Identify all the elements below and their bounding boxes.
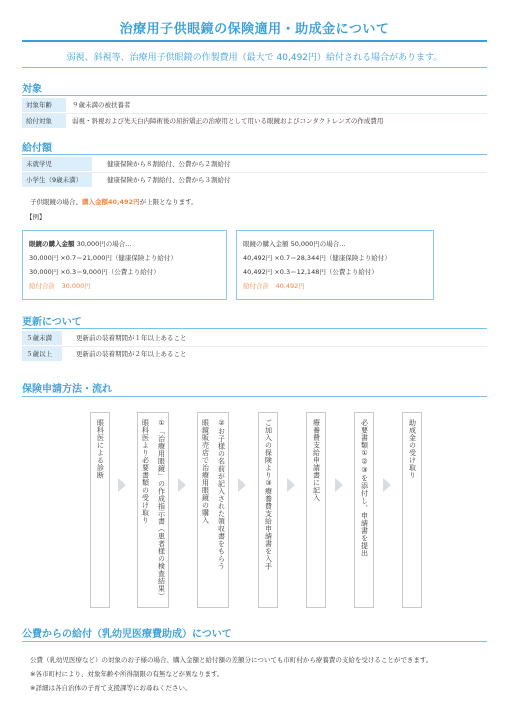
example-line1-rest: 30,000円の場合… (74, 240, 132, 248)
flow-heading: 保険申請方法・流れ (22, 384, 112, 395)
public-note-line2: ※各市町村により、対象年齢や所得制限の有無などが異なります。 (30, 670, 224, 678)
example-line1 (29, 237, 220, 251)
renewal-rule (22, 328, 487, 329)
cap-note-pre: 子供眼鏡の場合、 (30, 198, 82, 206)
target-row-object (22, 114, 487, 129)
flow-step-text: 眼科医より必要書類の受け取り (141, 419, 150, 524)
example-total: 給付合計 30,000円 (29, 282, 91, 290)
flow-step-text: 療養費支給申請書に記入 (312, 419, 321, 502)
example-line2: 40,492円 ×0.7＝28,344円（健康保険より給付） (243, 254, 391, 262)
benefit-cap-note (30, 197, 198, 206)
example-line1-bold: 眼鏡の購入金額 (29, 240, 75, 248)
public-note-line3: ※詳細は各自治体の子育て支援課等にお尋ねください。 (30, 684, 192, 692)
target-row-value: 弱視・斜視および先天白内障術後の屈折矯正の治療用として用いる眼鏡およびコンタクトレンズの作成費用 (72, 117, 384, 125)
renewal-row-under5 (22, 331, 487, 346)
example-line3: 40,492円 ×0.3＝12,148円（公費より給付） (243, 268, 378, 276)
flow-step-6 (354, 412, 374, 608)
example-total: 給付合計 40,492円 (243, 282, 305, 290)
flow-step-5 (306, 412, 326, 608)
lead-text: 弱視、斜視等、治療用子供眼鏡の作製費用（最大で 40,492円）給付される場合があります。 (66, 53, 443, 63)
renewal-row-value: 更新前の装着期間が２年以上あること (76, 350, 187, 358)
benefit-row-label: 小学生（9歳未満） (22, 173, 92, 187)
example-line1-rest: 眼鏡の購入金額 50,000円の場合… (243, 240, 346, 248)
flow-step-text: 眼科医による診断 (96, 419, 105, 479)
renewal-row-label: ５歳未満 (22, 331, 62, 345)
public-heading: 公費からの給付（乳幼児医療費助成）について (22, 629, 232, 640)
target-row-value: ９歳未満の被扶養者 (72, 101, 131, 109)
flow-step-7 (402, 412, 422, 608)
flow-step-2 (137, 412, 169, 608)
public-rule (22, 641, 487, 642)
renewal-row-label: ５歳以上 (22, 347, 62, 361)
flow-step-text: ご加入の保険より③療養費支給申請書を入手 (264, 419, 273, 570)
public-note-line1: 公費（乳幼児医療など）の対象のお子様の場合、購入金額と給付額の差額分についても市町村から療養費の支給を受けることができます。 (30, 656, 433, 664)
benefit-row-preschool (22, 157, 487, 172)
renewal-row-over5 (22, 347, 487, 362)
flow-step-text: 眼鏡販売店で治療用眼鏡の購入 (201, 419, 210, 524)
example-box-30000 (22, 230, 227, 300)
flow-step-text-highlight: ①「治療用眼鏡」の作成指示書（患者様の検査結果） (157, 419, 166, 600)
cap-note-amount: 購入金額40,492円 (82, 198, 140, 206)
target-heading: 対象 (22, 84, 42, 95)
flow-step-text-highlight: ②お子様の名前が記入された領収書をもらう (217, 419, 226, 570)
flow-step-columns (138, 413, 168, 600)
benefit-heading: 給付額 (22, 143, 52, 154)
target-row-label: 対象年齢 (22, 98, 66, 112)
target-row-age (22, 98, 487, 113)
lead-rule (22, 67, 487, 68)
flow-step-3 (197, 412, 229, 608)
benefit-row-label: 未就学児 (22, 157, 92, 171)
benefit-row-value: 健康保険から８割給付、公費から２割給付 (107, 160, 231, 168)
example-line3: 30,000円 ×0.3＝9,000円（公費より給付） (29, 268, 160, 276)
flow-rule (22, 396, 487, 397)
example-line2: 30,000円 ×0.7＝21,000円（健康保険より給付） (29, 254, 177, 262)
flow-step-columns (198, 413, 228, 570)
arrow-right-icon (118, 478, 126, 492)
arrow-right-icon (335, 478, 343, 492)
example-line1 (243, 237, 427, 251)
target-rule (22, 95, 487, 96)
benefit-rule (22, 154, 487, 155)
target-row-label: 給付対象 (22, 114, 66, 128)
flow-step-text: 必要書類①②③を添付し、申請書を提出 (360, 419, 369, 557)
arrow-right-icon (178, 478, 186, 492)
benefit-row-value: 健康保険から７割給付、公費から３割給付 (107, 176, 231, 184)
arrow-right-icon (287, 478, 295, 492)
flow-step-text: 助成金の受け取り (408, 419, 417, 479)
renewal-heading: 更新について (22, 317, 82, 328)
title-rule (22, 40, 487, 42)
renewal-row-value: 更新前の装着期間が１年以上あること (76, 334, 187, 342)
example-label: 【例】 (26, 213, 46, 221)
flow-step-4 (258, 412, 278, 608)
cap-note-post: が上限となります。 (139, 198, 198, 206)
example-box-50000 (236, 230, 434, 300)
arrow-right-icon (238, 478, 246, 492)
benefit-row-elementary (22, 173, 487, 188)
arrow-right-icon (383, 478, 391, 492)
flow-step-1 (90, 412, 110, 608)
page-title: 治療用子供眼鏡の保険適用・助成金について (119, 22, 390, 37)
